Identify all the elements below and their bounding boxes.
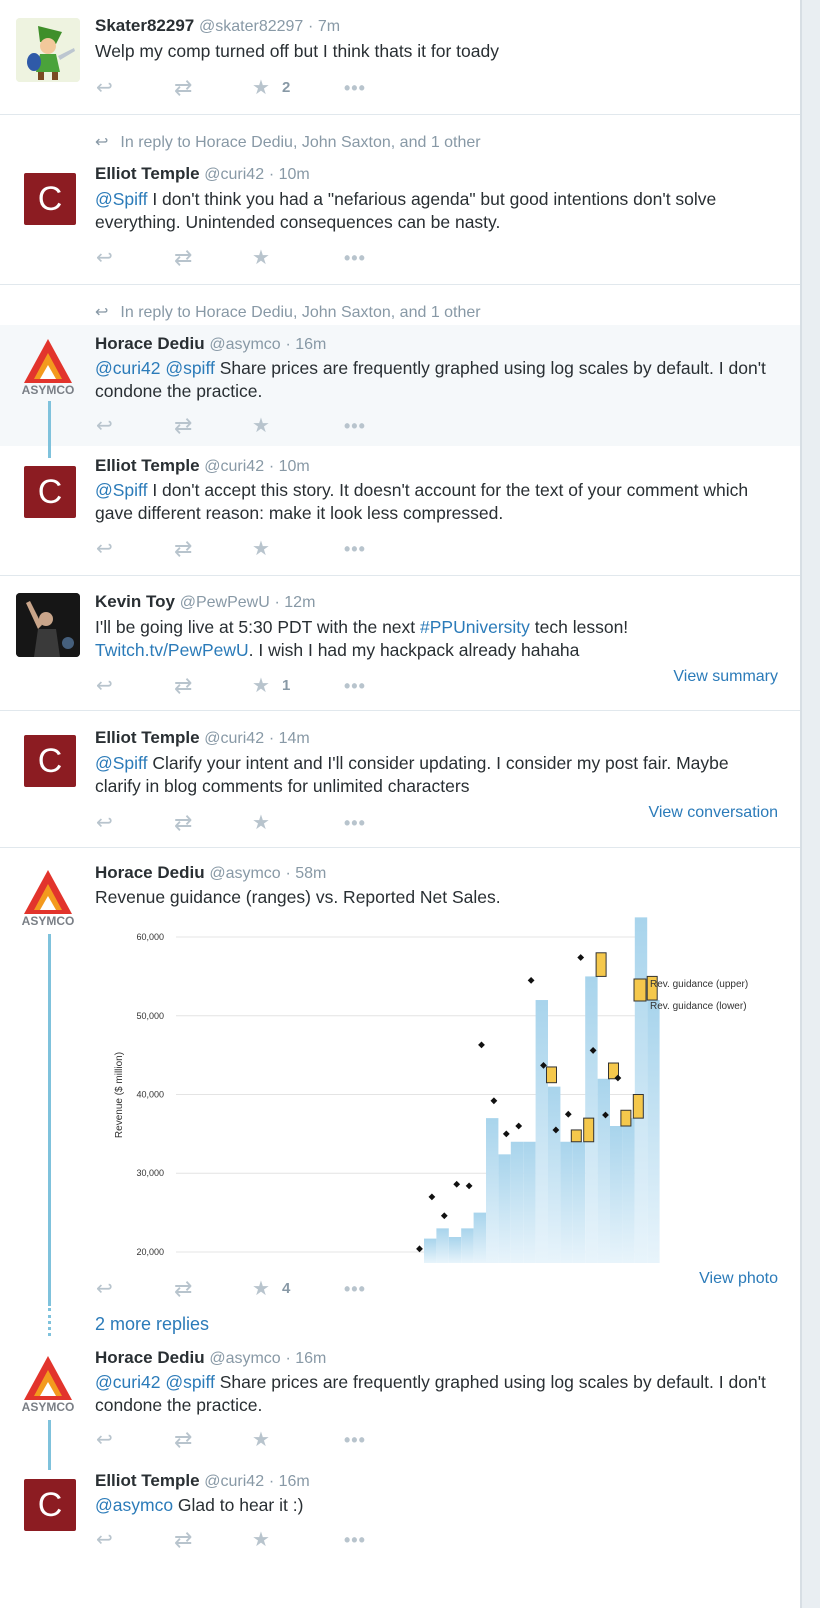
user-name[interactable]: Elliot Temple	[95, 728, 200, 747]
mention-link[interactable]: @Spiff	[95, 189, 148, 209]
revenue-bar	[635, 917, 647, 1263]
tweet-text-body: Glad to hear it :)	[173, 1495, 304, 1515]
tweet-actions	[96, 1278, 396, 1300]
legend-lower: Rev. guidance (lower)	[650, 1001, 747, 1012]
tweet-text	[95, 1371, 775, 1417]
tweet-text-body: I'll be going live at 5:30 PDT with the next	[95, 617, 421, 637]
star-icon[interactable]: ★	[252, 538, 270, 560]
star-icon[interactable]: ★	[252, 415, 270, 437]
view-conversation-link[interactable]: View conversation	[648, 804, 778, 821]
tweet-text-body: I don't think you had a "nefarious agenda" but good intentions don't solve everything. Unintended consequences can be nasty.	[95, 189, 717, 232]
revenue-bar	[474, 1213, 486, 1263]
avatar[interactable]	[16, 18, 80, 82]
more-icon[interactable]: •••	[344, 1279, 366, 1299]
asymco-label: ASYMCO	[21, 383, 75, 397]
tweet-actions	[96, 77, 396, 99]
avatar[interactable]	[16, 593, 80, 657]
url-link[interactable]: Twitch.tv/PewPewU	[95, 640, 249, 660]
tweet-time[interactable]: · 16m	[285, 1350, 327, 1367]
revenue-bar	[498, 1154, 510, 1263]
more-icon[interactable]: •••	[344, 813, 366, 833]
thread-line	[48, 1420, 51, 1470]
tweet-text-body: Share prices are frequently graphed using log scales by default. I don't condone the practice.	[95, 358, 766, 401]
tweet-text: Welp my comp turned off but I think thats it for toady	[95, 41, 499, 61]
revenue-bar	[548, 1087, 560, 1263]
tweet-actions	[96, 675, 396, 697]
tweet-actions	[96, 812, 396, 834]
avatar[interactable]	[24, 173, 76, 225]
hashtag-link[interactable]: #PPUniversity	[420, 617, 530, 637]
user-name[interactable]: Elliot Temple	[95, 1471, 200, 1490]
reply-icon[interactable]: ↩	[96, 247, 113, 269]
favorite-count: 4	[282, 1280, 291, 1297]
reply-context-icon: ↩	[95, 134, 109, 151]
tweet-text-body: . I wish I had my hackpack already hahaha	[248, 640, 580, 660]
user-handle[interactable]: @asymco	[209, 1350, 281, 1367]
tweet-text	[95, 1494, 775, 1517]
asymco-label: ASYMCO	[21, 914, 75, 928]
revenue-bar	[449, 1237, 461, 1263]
tweet[interactable]	[0, 576, 800, 711]
star-icon[interactable]: ★	[252, 812, 270, 834]
revenue-bar	[622, 1118, 634, 1263]
link-avatar-icon	[16, 18, 80, 82]
tweet-text-body: I don't accept this story. It doesn't account for the text of your comment which gave different reason: make it look less compressed.	[95, 480, 749, 523]
tweet-text-body: tech lesson!	[529, 617, 629, 637]
revenue-bar	[647, 1000, 659, 1263]
user-handle[interactable]: @asymco	[209, 336, 281, 353]
asymco-avatar[interactable]	[16, 868, 80, 932]
user-name[interactable]: Kevin Toy	[95, 592, 175, 611]
y-tick-label: 60,000	[136, 932, 164, 943]
retweet-icon[interactable]: ⇄	[174, 245, 193, 270]
tweet-actions	[96, 1429, 396, 1451]
legend-swatch	[634, 979, 646, 1001]
revenue-bar	[536, 1000, 548, 1263]
user-handle[interactable]: @curi42	[204, 458, 265, 475]
favorite-count: 2	[282, 79, 291, 96]
avatar[interactable]	[24, 466, 76, 518]
revenue-bar	[424, 1239, 436, 1263]
mention-link[interactable]: @curi42	[95, 1372, 161, 1392]
reply-icon[interactable]: ↩	[96, 1278, 113, 1300]
more-replies-link[interactable]: 2 more replies	[95, 1314, 210, 1334]
tweet-time[interactable]: · 16m	[285, 336, 327, 353]
tweet-actions	[96, 247, 396, 269]
tweet[interactable]	[0, 115, 800, 285]
avatar-letter: C	[37, 742, 63, 780]
retweet-icon[interactable]: ⇄	[174, 75, 193, 100]
reply-context-text: In reply to Horace Dediu, John Saxton, and 1 other	[120, 304, 481, 321]
mention-link[interactable]: @spiff	[165, 1372, 215, 1392]
tweet-header	[95, 334, 326, 354]
tweet[interactable]	[0, 711, 800, 848]
revenue-bar	[436, 1228, 448, 1263]
revenue-bar	[560, 1142, 572, 1263]
asymco-avatar[interactable]	[16, 337, 80, 401]
legend-upper: Rev. guidance (upper)	[650, 979, 749, 990]
retweet-icon[interactable]: ⇄	[174, 1427, 193, 1452]
user-handle[interactable]: @PewPewU	[179, 594, 270, 611]
revenue-chart	[104, 915, 774, 1270]
tweet-text	[95, 357, 775, 403]
tweet-time[interactable]: · 12m	[274, 594, 316, 611]
user-name[interactable]: Horace Dediu	[95, 863, 205, 882]
tweet-actions	[96, 1529, 396, 1551]
more-icon[interactable]: •••	[344, 416, 366, 436]
guidance-range	[633, 1095, 643, 1119]
asymco-label: ASYMCO	[21, 1400, 75, 1414]
retweet-icon[interactable]: ⇄	[174, 810, 193, 835]
tweet-header	[95, 164, 310, 184]
star-icon[interactable]: ★	[252, 1278, 270, 1300]
avatar[interactable]	[24, 1479, 76, 1531]
view-photo-link[interactable]: View photo	[699, 1270, 778, 1287]
avatar[interactable]	[24, 735, 76, 787]
tweet-header	[95, 592, 315, 612]
tweet-header	[95, 728, 310, 748]
mention-link[interactable]: @Spiff	[95, 480, 148, 500]
view-summary-link[interactable]: View summary	[673, 668, 778, 685]
more-icon[interactable]: •••	[344, 1430, 366, 1450]
more-icon[interactable]: •••	[344, 676, 366, 696]
reply-context-text: In reply to Horace Dediu, John Saxton, and 1 other	[120, 134, 481, 151]
thread-dots	[48, 1308, 51, 1336]
more-icon[interactable]: •••	[344, 248, 366, 268]
retweet-icon[interactable]: ⇄	[174, 536, 193, 561]
retweet-icon[interactable]: ⇄	[174, 1527, 193, 1552]
tweet-text-body: Clarify your intent and I'll consider updating. I consider my post fair. Maybe clarify in blog comments for unlimited characters	[95, 753, 729, 796]
tweet-photo[interactable]	[104, 915, 774, 1270]
thread-line	[48, 934, 51, 1306]
tweet-time[interactable]: · 14m	[268, 730, 310, 747]
tweet-text	[95, 479, 775, 525]
reply-icon[interactable]: ↩	[96, 812, 113, 834]
conversation	[0, 285, 800, 576]
star-icon[interactable]: ★	[252, 77, 270, 99]
more-icon[interactable]: •••	[344, 78, 366, 98]
tweet-text-body: Share prices are frequently graphed using log scales by default. I don't condone the practice.	[95, 1372, 766, 1415]
tweet-text	[95, 752, 775, 798]
tweet-actions	[96, 415, 396, 437]
asymco-avatar[interactable]	[16, 1354, 80, 1418]
tweet-time[interactable]: · 10m	[268, 166, 310, 183]
revenue-bar	[598, 1079, 610, 1263]
reply-context[interactable]	[95, 302, 481, 322]
mention-link[interactable]: @asymco	[95, 1495, 174, 1515]
tweet-header	[95, 16, 340, 36]
retweet-icon[interactable]: ⇄	[174, 1276, 193, 1301]
tweet-time[interactable]: · 58m	[285, 865, 327, 882]
user-name[interactable]: Skater82297	[95, 16, 195, 35]
avatar-letter: C	[37, 473, 63, 511]
tweet-time[interactable]: · 10m	[268, 458, 310, 475]
revenue-bar	[461, 1228, 473, 1263]
star-icon[interactable]: ★	[252, 675, 270, 697]
mention-link[interactable]: @curi42	[95, 358, 161, 378]
y-tick-label: 20,000	[136, 1246, 164, 1257]
guidance-range	[571, 1130, 581, 1142]
star-icon[interactable]: ★	[252, 1529, 270, 1551]
guidance-range	[547, 1067, 557, 1083]
revenue-bar	[610, 1126, 622, 1263]
retweet-icon[interactable]: ⇄	[174, 673, 193, 698]
retweet-icon[interactable]: ⇄	[174, 413, 193, 438]
guidance-range	[584, 1118, 594, 1142]
y-tick-label: 50,000	[136, 1010, 164, 1021]
user-handle[interactable]: @curi42	[204, 166, 265, 183]
revenue-bar	[523, 1142, 535, 1263]
mention-link[interactable]: @spiff	[165, 358, 215, 378]
tweet[interactable]	[0, 0, 800, 115]
tweet-text	[95, 188, 775, 234]
tweet-actions	[96, 538, 396, 560]
user-name[interactable]: Elliot Temple	[95, 456, 200, 475]
avatar-letter: C	[37, 1486, 63, 1524]
user-handle[interactable]: @asymco	[209, 865, 281, 882]
tweet-time[interactable]: · 7m	[308, 18, 341, 35]
reply-icon[interactable]: ↩	[96, 415, 113, 437]
guidance-range	[596, 953, 606, 977]
person-photo-icon	[16, 593, 80, 657]
favorite-count: 1	[282, 677, 291, 694]
y-tick-label: 40,000	[136, 1089, 164, 1100]
tweet-text: Revenue guidance (ranges) vs. Reported Net Sales.	[95, 887, 501, 907]
tweet-header	[95, 1471, 310, 1491]
tweet-header	[95, 863, 326, 883]
tweet-header	[95, 1348, 326, 1368]
star-icon[interactable]: ★	[252, 1429, 270, 1451]
user-handle[interactable]: @skater82297	[199, 18, 304, 35]
star-icon[interactable]: ★	[252, 247, 270, 269]
reply-icon[interactable]: ↩	[96, 77, 113, 99]
reply-icon[interactable]: ↩	[96, 1429, 113, 1451]
user-name[interactable]: Elliot Temple	[95, 164, 200, 183]
revenue-bar	[573, 1142, 585, 1263]
user-name[interactable]: Horace Dediu	[95, 334, 205, 353]
reply-context[interactable]	[95, 132, 481, 152]
reply-icon[interactable]: ↩	[96, 1529, 113, 1551]
more-icon[interactable]: •••	[344, 1530, 366, 1550]
guidance-range	[621, 1110, 631, 1126]
reply-icon[interactable]: ↩	[96, 538, 113, 560]
user-name[interactable]: Horace Dediu	[95, 1348, 205, 1367]
reply-icon[interactable]: ↩	[96, 675, 113, 697]
avatar-letter: C	[37, 180, 63, 218]
user-handle[interactable]: @curi42	[204, 730, 265, 747]
thread-line	[48, 401, 51, 458]
y-tick-label: 30,000	[136, 1168, 164, 1179]
user-handle[interactable]: @curi42	[204, 1473, 265, 1490]
revenue-bar	[486, 1118, 498, 1263]
y-axis-label: Revenue ($ million)	[114, 1051, 125, 1139]
revenue-bar	[511, 1142, 523, 1263]
reply-context-icon: ↩	[95, 304, 109, 321]
tweet-header	[95, 456, 310, 476]
mention-link[interactable]: @Spiff	[95, 753, 148, 773]
tweet-time[interactable]: · 16m	[268, 1473, 310, 1490]
tweet-text	[95, 616, 775, 662]
more-icon[interactable]: •••	[344, 539, 366, 559]
